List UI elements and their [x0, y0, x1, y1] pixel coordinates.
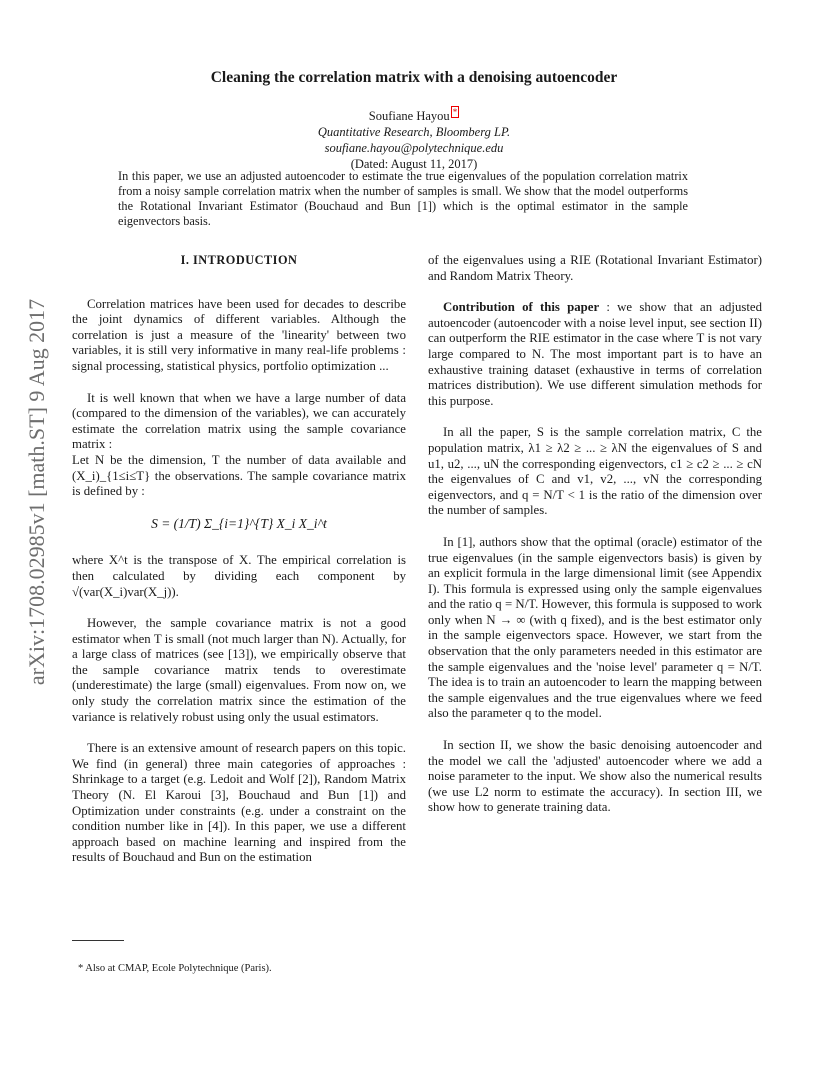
intro-paragraph-1: Correlation matrices have been used for decades to describe the joint dynamics of different variables. Although the correlation is just a measure of the 'linearity' between two variables, it is still very informative in many real-life problems : signal processing, statistical physics, portfolio optimization ...	[72, 296, 406, 373]
left-column	[72, 253, 406, 882]
intro-paragraph-6: There is an extensive amount of research papers on this topic. We find (in general) three main categories of approaches : Shrinkage to a target (e.g. Ledoit and Wolf [2]), Random Matrix Theory (N. El Karoui [3], Bouchaud and Bun [1]) and Optimization under constraints (e.g. under a constraint on the condition number like in [4]). In this paper, we use a different approach based on machine learning and inspired from the results of Bouchaud and Bun on the estimation	[72, 741, 406, 865]
intro-paragraph-4: where X^t is the transpose of X. The empirical correlation is then calculated by dividing each component by √(var(X_i)var(X_j)).	[72, 553, 406, 599]
right-column	[428, 253, 762, 832]
author-line	[0, 104, 828, 124]
paper-title: Cleaning the correlation matrix with a denoising autoencoder	[210, 69, 618, 86]
arxiv-sidebar	[24, 272, 50, 712]
footnote: * Also at CMAP, Ecole Polytechnique (Paris).	[78, 963, 272, 974]
right-paragraph-1: of the eigenvalues using a RIE (Rotational Invariant Estimator) and Random Matrix Theory.	[428, 253, 762, 283]
intro-paragraph-5: However, the sample covariance matrix is not a good estimator when T is small (not much larger than N). Actually, for a large class of matrices (see [13]), we empirically observe that the sample covariance matrix tends to overestimate (underestimate) the large (small) eigenvalues. From now on, we only study the correlation matrix since the estimation of the variance is relatively robust using only the usual estimators.	[72, 616, 406, 724]
sample-covariance-equation: S = (1/T) Σ_{i=1}^{T} X_i X_i^t	[151, 515, 327, 531]
author-footnote-mark[interactable]: *	[452, 107, 458, 117]
intro-paragraph-3: Let N be the dimension, T the number of data available and (X_i)_{1≤i≤T} the observations. The sample covariance matrix is defined by :	[72, 452, 406, 499]
contribution-paragraph	[428, 300, 762, 409]
oracle-estimator-paragraph: In [1], authors show that the optimal (oracle) estimator of the true eigenvalues (in the sample eigenvectors basis) is given by an explicit formula in the large dimensional limit (see Appendix I). This formula is expressed using only the sample eigenvalues and the ratio q = N/T. However, this formula is supposed to work only when N → ∞ (with q fixed), and is the best estimator only in the sample eigenvectors space. However, we start from the observation that the only parameters needed in this estimator are the sample eigenvalues and the 'noise level' parameter q = N/T. The idea is to train an autoencoder to learn the mapping between the sample eigenvalues and the true eigenvalues where we feed also the parameter q to the model.	[428, 534, 762, 721]
notation-paragraph: In all the paper, S is the sample correlation matrix, C the population matrix, λ1 ≥ λ2 ≥ ... ≥ λN the eigenvalues of S and u1, u2, ..., uN the corresponding eigenvectors, c1 ≥ c2 ≥ ... ≥ cN the eigenvalues of C and v1, v2, ..., vN the corresponding eigenvectors, and q = N/T < 1 is the ratio of the dimension over the number of samples.	[428, 425, 762, 518]
author-name: Soufiane Hayou	[368, 109, 450, 124]
author-block	[0, 104, 828, 172]
arxiv-identifier: arXiv:1708.02985v1 [math.ST] 9 Aug 2017	[24, 298, 49, 686]
affiliation: Quantitative Research, Bloomberg LP.	[317, 125, 511, 140]
section-heading-introduction: I. INTRODUCTION	[180, 253, 298, 267]
footnote-divider	[72, 940, 124, 941]
contribution-text: : we show that an adjusted autoencoder (autoencoder with a noise level input, see section II) can outperform the RIE estimator in the case where T is not vary large compared to N. The most important part is to have an exhaustive training dataset (exhaustive in terms of correlation matrices distribution). We use different simulation methods for this purpose.	[428, 300, 762, 408]
outline-paragraph: In section II, we show the basic denoising autoencoder and the model we call the 'adjusted' autoencoder where we add a noise parameter to the input. We show also the numerical results (we use L2 norm to estimate the accuracy). In section III, we show how to generate training data.	[428, 738, 762, 815]
contribution-lead: Contribution of this paper	[443, 300, 600, 315]
author-email: soufiane.hayou@polytechnique.edu	[324, 141, 504, 156]
abstract: In this paper, we use an adjusted autoencoder to estimate the true eigenvalues of the population correlation matrix from a noisy sample correlation matrix when the number of samples is small. We show that the model outperforms the Rotational Invariant Estimator (Bouchaud and Bun [1]) which is the optimal estimator in the sample eigenvectors basis.	[118, 169, 688, 228]
intro-paragraph-2: It is well known that when we have a large number of data (compared to the dimension of the variables), we can accurately estimate the correlation matrix using the sample covariance matrix :	[72, 390, 406, 452]
date-line: (Dated: August 11, 2017)	[350, 157, 478, 172]
